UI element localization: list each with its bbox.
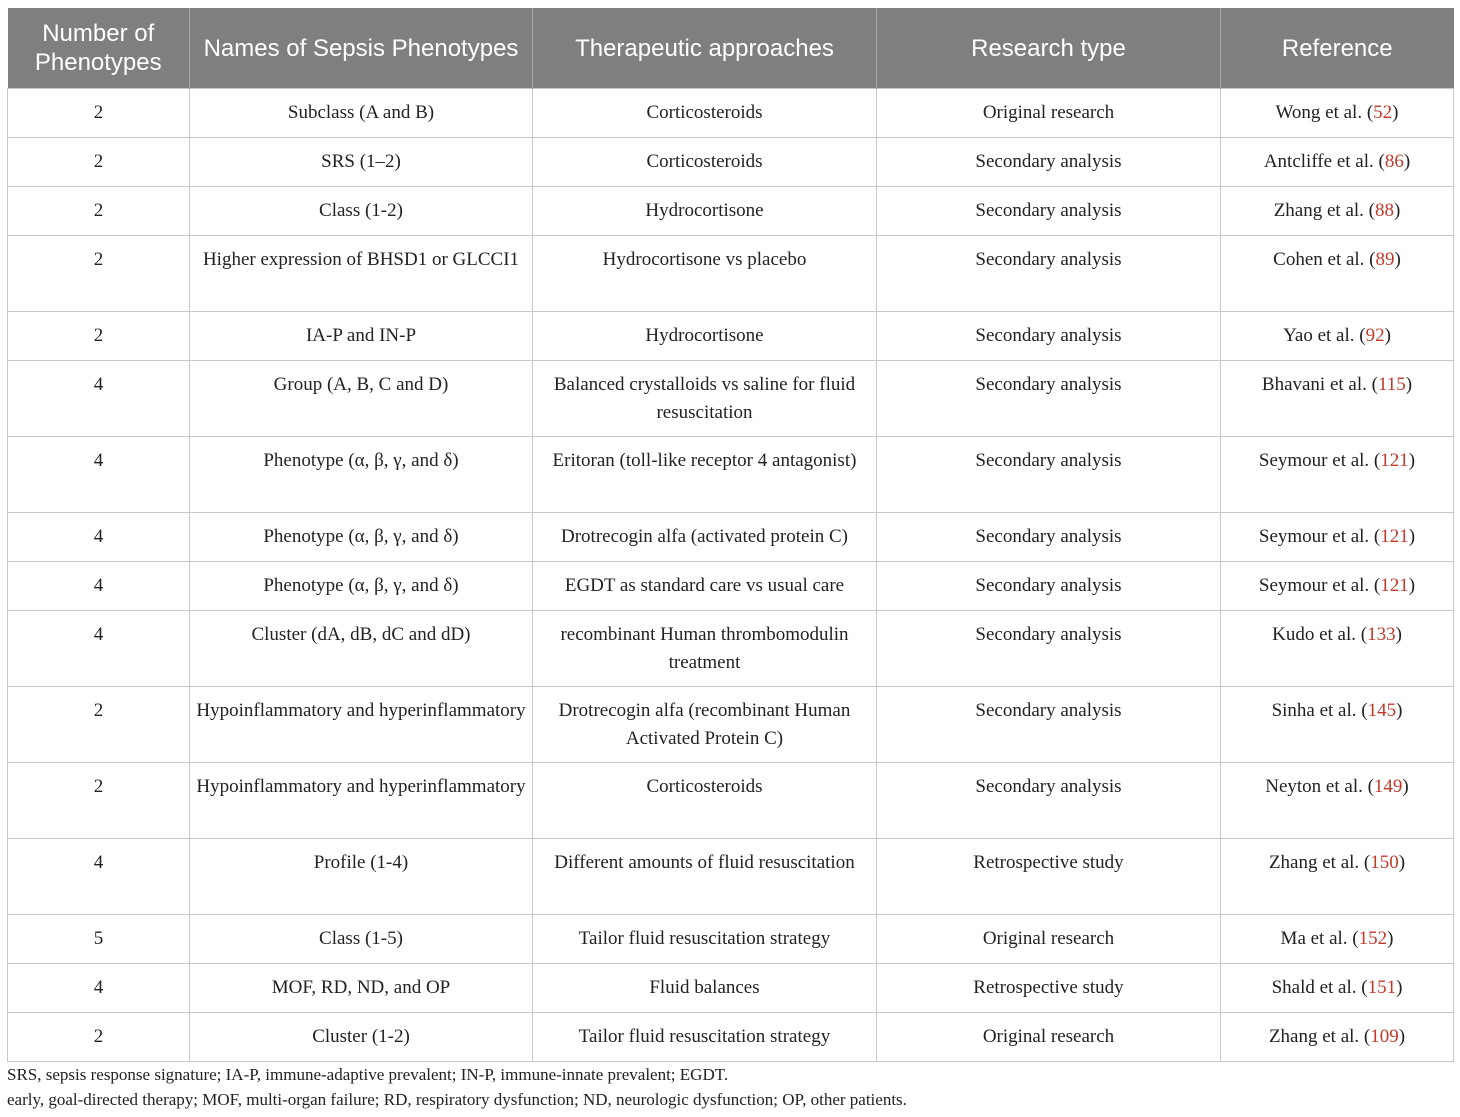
header-number-of-phenotypes: Number of Phenotypes <box>8 8 190 89</box>
cell-reference <box>1221 1013 1454 1062</box>
cell-phenotype-count: 2 <box>8 312 190 361</box>
table-row <box>8 437 1454 513</box>
reference-close-paren: ) <box>1394 249 1401 270</box>
cell-research-type: Secondary analysis <box>877 763 1221 839</box>
reference-author: Ma et al. ( <box>1280 928 1359 949</box>
cell-phenotype-count: 2 <box>8 687 190 763</box>
table-row <box>8 1013 1454 1062</box>
cell-phenotype-count: 2 <box>8 236 190 312</box>
cell-phenotype-count: 2 <box>8 89 190 138</box>
cell-therapeutic-approach: Fluid balances <box>533 964 877 1013</box>
reference-author: Sinha et al. ( <box>1271 700 1368 721</box>
reference-author: Seymour et al. ( <box>1258 526 1381 547</box>
table-row <box>8 187 1454 236</box>
cell-reference <box>1221 964 1454 1013</box>
table-row <box>8 236 1454 312</box>
reference-author: Cohen et al. ( <box>1273 249 1376 270</box>
table-row <box>8 562 1454 611</box>
cell-phenotype-names: Phenotype (α, β, γ, and δ) <box>190 437 533 513</box>
cell-research-type: Retrospective study <box>877 964 1221 1013</box>
header-therapeutic-approaches: Therapeutic approaches <box>533 8 877 89</box>
cell-research-type: Secondary analysis <box>877 236 1221 312</box>
cell-therapeutic-approach: Hydrocortisone vs placebo <box>533 236 877 312</box>
cell-reference <box>1221 89 1454 138</box>
cell-research-type: Original research <box>877 915 1221 964</box>
cell-therapeutic-approach: Hydrocortisone <box>533 312 877 361</box>
cell-research-type: Retrospective study <box>877 839 1221 915</box>
cell-research-type: Secondary analysis <box>877 187 1221 236</box>
cell-reference <box>1221 437 1454 513</box>
cell-research-type: Secondary analysis <box>877 687 1221 763</box>
table-row <box>8 839 1454 915</box>
reference-author: Neyton et al. ( <box>1265 776 1374 797</box>
reference-close-paren: ) <box>1395 624 1402 645</box>
reference-number-link[interactable]: 109 <box>1370 1026 1399 1047</box>
cell-phenotype-names: Class (1-5) <box>190 915 533 964</box>
cell-research-type: Secondary analysis <box>877 562 1221 611</box>
cell-phenotype-count: 2 <box>8 1013 190 1062</box>
cell-phenotype-names: SRS (1–2) <box>190 138 533 187</box>
cell-therapeutic-approach: Tailor fluid resuscitation strategy <box>533 915 877 964</box>
reference-author: Zhang et al. ( <box>1273 200 1375 221</box>
reference-author: Seymour et al. ( <box>1258 450 1381 471</box>
cell-reference <box>1221 687 1454 763</box>
cell-phenotype-count: 2 <box>8 187 190 236</box>
reference-author: Shald et al. ( <box>1271 977 1368 998</box>
table-row <box>8 964 1454 1013</box>
cell-reference <box>1221 915 1454 964</box>
reference-number-link[interactable]: 145 <box>1367 700 1397 721</box>
cell-research-type: Secondary analysis <box>877 138 1221 187</box>
reference-author: Seymour et al. ( <box>1258 575 1381 596</box>
reference-author: Wong et al. ( <box>1275 102 1374 123</box>
cell-phenotype-names: MOF, RD, ND, and OP <box>190 964 533 1013</box>
cell-phenotype-count: 2 <box>8 763 190 839</box>
reference-close-paren: ) <box>1408 526 1416 547</box>
cell-reference <box>1221 187 1454 236</box>
footnote-line-2: early, goal-directed therapy; MOF, multi-organ failure; RD, respiratory dysfunction; ND, neurologic dysfunction; OP, other patients. <box>7 1090 907 1109</box>
cell-phenotype-count: 4 <box>8 513 190 562</box>
table-row <box>8 89 1454 138</box>
cell-reference <box>1221 763 1454 839</box>
cell-reference <box>1221 611 1454 687</box>
header-reference: Reference <box>1221 8 1454 89</box>
cell-research-type: Secondary analysis <box>877 312 1221 361</box>
cell-reference <box>1221 312 1454 361</box>
cell-reference <box>1221 236 1454 312</box>
reference-number-link[interactable]: 115 <box>1377 374 1406 395</box>
cell-therapeutic-approach: Eritoran (toll-like receptor 4 antagonist) <box>533 437 877 513</box>
reference-close-paren: ) <box>1408 450 1416 471</box>
reference-close-paren: ) <box>1403 151 1411 172</box>
table-header-row <box>8 8 1454 89</box>
cell-phenotype-names: Group (A, B, C and D) <box>190 361 533 437</box>
reference-author: Zhang et al. ( <box>1268 852 1371 873</box>
footnote-line-1: SRS, sepsis response signature; IA-P, immune-adaptive prevalent; IN-P, immune-innate prevalent; EGDT. <box>7 1065 729 1084</box>
sepsis-phenotypes-table <box>7 8 1454 1062</box>
table-row <box>8 312 1454 361</box>
cell-therapeutic-approach: Hydrocortisone <box>533 187 877 236</box>
table-row <box>8 687 1454 763</box>
reference-number-link[interactable]: 88 <box>1374 200 1394 221</box>
cell-phenotype-names: Phenotype (α, β, γ, and δ) <box>190 513 533 562</box>
reference-author: Kudo et al. ( <box>1272 624 1368 645</box>
table-row <box>8 763 1454 839</box>
cell-phenotype-names: Higher expression of BHSD1 or GLCCI1 <box>190 236 533 312</box>
reference-close-paren: ) <box>1392 102 1399 123</box>
cell-reference <box>1221 839 1454 915</box>
reference-number-link[interactable]: 150 <box>1370 852 1399 873</box>
cell-therapeutic-approach: Corticosteroids <box>533 89 877 138</box>
reference-close-paren: ) <box>1396 977 1403 998</box>
cell-phenotype-names: IA-P and IN-P <box>190 312 533 361</box>
reference-close-paren: ) <box>1387 928 1394 949</box>
table-row <box>8 915 1454 964</box>
table-row <box>8 513 1454 562</box>
reference-number-link[interactable]: 149 <box>1373 776 1403 797</box>
cell-phenotype-names: Cluster (dA, dB, dC and dD) <box>190 611 533 687</box>
cell-reference <box>1221 513 1454 562</box>
reference-author: Zhang et al. ( <box>1268 1026 1371 1047</box>
reference-close-paren: ) <box>1396 700 1403 721</box>
reference-number-link[interactable]: 133 <box>1367 624 1396 645</box>
cell-therapeutic-approach: recombinant Human thrombomodulin treatment <box>533 611 877 687</box>
reference-number-link[interactable]: 121 <box>1380 450 1409 471</box>
reference-number-link[interactable]: 121 <box>1380 575 1409 596</box>
cell-phenotype-names: Profile (1-4) <box>190 839 533 915</box>
cell-research-type: Original research <box>877 1013 1221 1062</box>
cell-phenotype-count: 4 <box>8 437 190 513</box>
reference-number-link[interactable]: 86 <box>1384 151 1404 172</box>
cell-research-type: Secondary analysis <box>877 361 1221 437</box>
cell-phenotype-count: 4 <box>8 839 190 915</box>
cell-therapeutic-approach: Corticosteroids <box>533 763 877 839</box>
cell-therapeutic-approach: Different amounts of fluid resuscitation <box>533 839 877 915</box>
cell-reference <box>1221 562 1454 611</box>
reference-close-paren: ) <box>1398 852 1406 873</box>
header-names-of-phenotypes: Names of Sepsis Phenotypes <box>190 8 533 89</box>
reference-close-paren: ) <box>1393 200 1401 221</box>
cell-phenotype-count: 4 <box>8 361 190 437</box>
table-row <box>8 611 1454 687</box>
cell-reference <box>1221 361 1454 437</box>
cell-therapeutic-approach: Corticosteroids <box>533 138 877 187</box>
table-container <box>7 8 1453 1062</box>
cell-phenotype-count: 4 <box>8 611 190 687</box>
cell-phenotype-count: 5 <box>8 915 190 964</box>
reference-close-paren: ) <box>1384 325 1391 346</box>
cell-phenotype-names: Hypoinflammatory and hyperinflammatory <box>190 763 533 839</box>
cell-therapeutic-approach: Drotrecogin alfa (recombinant Human Activated Protein C) <box>533 687 877 763</box>
reference-number-link[interactable]: 151 <box>1367 977 1397 998</box>
cell-phenotype-count: 4 <box>8 964 190 1013</box>
cell-phenotype-names: Hypoinflammatory and hyperinflammatory <box>190 687 533 763</box>
cell-research-type: Secondary analysis <box>877 513 1221 562</box>
cell-reference <box>1221 138 1454 187</box>
reference-close-paren: ) <box>1402 776 1409 797</box>
cell-phenotype-names: Cluster (1-2) <box>190 1013 533 1062</box>
cell-therapeutic-approach: Drotrecogin alfa (activated protein C) <box>533 513 877 562</box>
cell-therapeutic-approach: EGDT as standard care vs usual care <box>533 562 877 611</box>
table-row <box>8 138 1454 187</box>
cell-therapeutic-approach: Tailor fluid resuscitation strategy <box>533 1013 877 1062</box>
reference-author: Yao et al. ( <box>1283 325 1366 346</box>
cell-phenotype-names: Subclass (A and B) <box>190 89 533 138</box>
header-research-type: Research type <box>877 8 1221 89</box>
table-footnote <box>7 1062 1447 1112</box>
cell-therapeutic-approach: Balanced crystalloids vs saline for fluid resuscitation <box>533 361 877 437</box>
cell-research-type: Original research <box>877 89 1221 138</box>
cell-phenotype-names: Phenotype (α, β, γ, and δ) <box>190 562 533 611</box>
table-row <box>8 361 1454 437</box>
reference-author: Bhavani et al. ( <box>1261 374 1378 395</box>
cell-phenotype-names: Class (1-2) <box>190 187 533 236</box>
reference-number-link[interactable]: 89 <box>1375 249 1395 270</box>
cell-research-type: Secondary analysis <box>877 437 1221 513</box>
reference-close-paren: ) <box>1408 575 1416 596</box>
reference-number-link[interactable]: 52 <box>1373 102 1393 123</box>
reference-close-paren: ) <box>1398 1026 1406 1047</box>
reference-number-link[interactable]: 121 <box>1380 526 1409 547</box>
reference-author: Antcliffe et al. ( <box>1263 151 1385 172</box>
reference-number-link[interactable]: 152 <box>1358 928 1388 949</box>
cell-phenotype-count: 4 <box>8 562 190 611</box>
reference-close-paren: ) <box>1405 374 1413 395</box>
cell-phenotype-count: 2 <box>8 138 190 187</box>
cell-research-type: Secondary analysis <box>877 611 1221 687</box>
reference-number-link[interactable]: 92 <box>1365 325 1385 346</box>
